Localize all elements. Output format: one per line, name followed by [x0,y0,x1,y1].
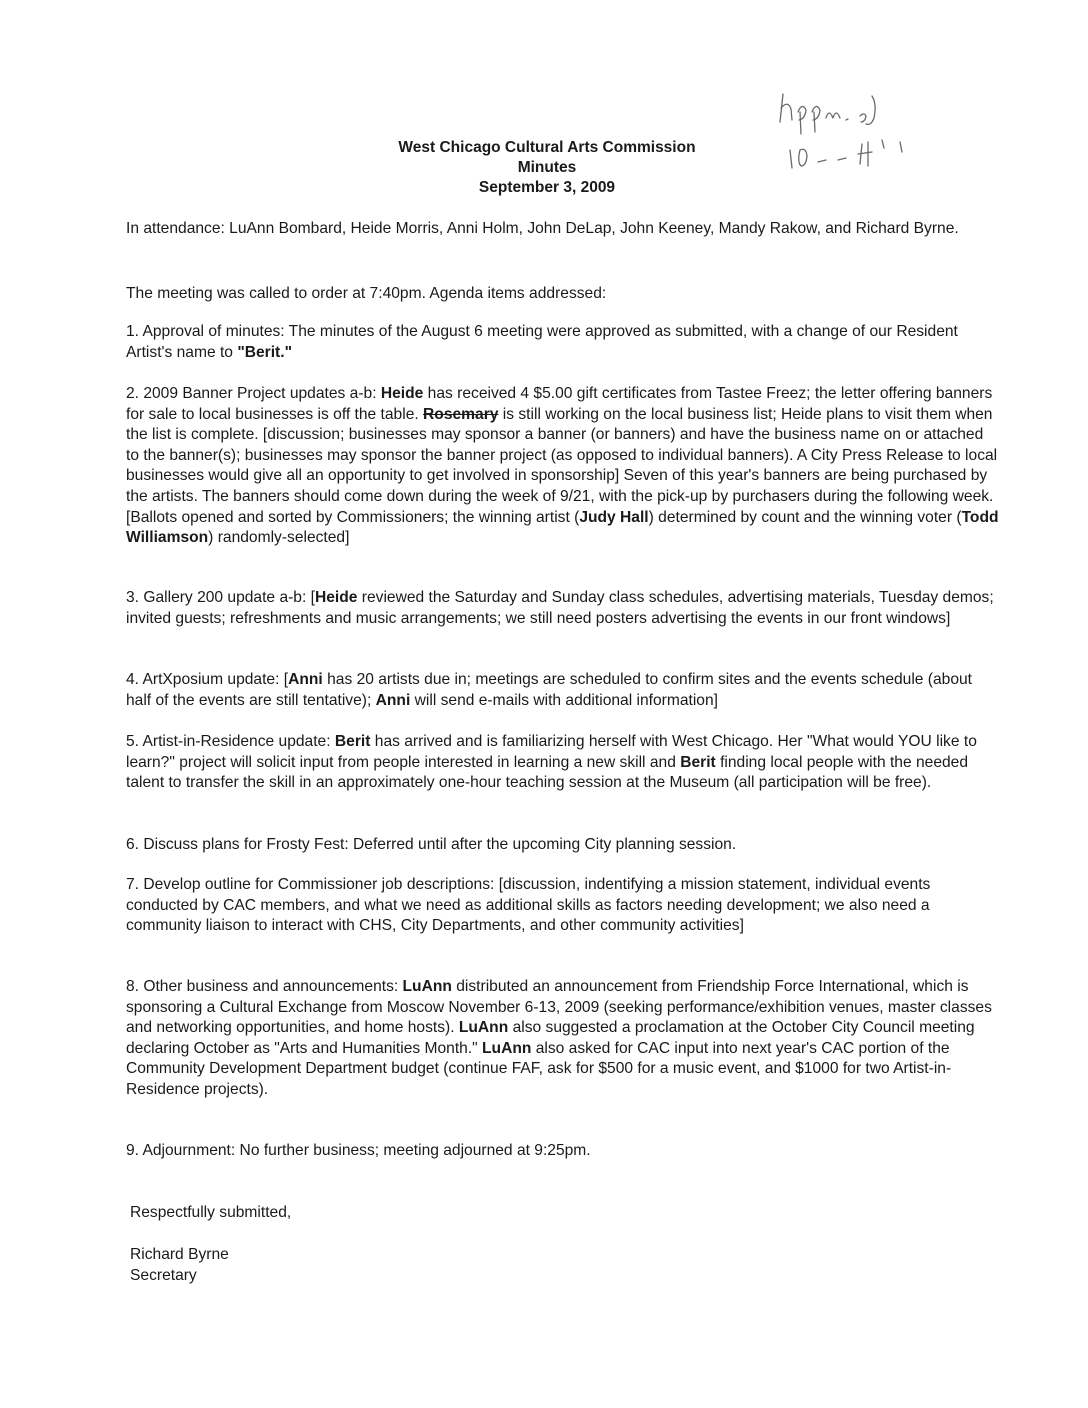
agenda-item-3 [126,588,1000,629]
organization-title: West Chicago Cultural Arts Commission [398,139,696,156]
call-to-order-text: The meeting was called to order at 7:40pm. Agenda items addressed: [126,285,607,302]
signer-title: Secretary [130,1267,197,1284]
document-header [0,138,1088,198]
item-5-name-berit-2: Berit [680,753,716,771]
closing-phrase: Respectfully submitted, [130,1204,292,1221]
item-2-text-c: has received 4 $5.00 gift certificates from Tastee Freez; the letter offering banners for sale to local businesses is off the table. [126,385,993,423]
agenda-item-5 [126,732,1000,794]
attendance-text: In attendance: LuAnn Bombard, Heide Morris, Anni Holm, John DeLap, John Keeney, Mandy Rakow, and Richard Byrne. [126,220,959,237]
item-5-name-berit: Berit [334,733,371,750]
item-4-text-d: will send e-mails with additional information] [410,691,718,709]
item-4-text-a: 4. ArtXposium update: [ [126,671,289,688]
item-8-text-e: also asked for CAC input into next year's CAC portion of the Community Development Department budget (continue FAF, ask for $500 for a music event, and $1000 for two Artist-in-Residence projects). [126,1039,952,1098]
item-3-name-heide: Heide [314,589,358,606]
signer-name: Richard Byrne [130,1246,229,1263]
item-2-text-e: ) determined by count and the winning voter ( [648,508,962,526]
attendance-paragraph [126,219,1000,240]
agenda-item-1 [126,322,1000,363]
item-7-text: 7. Develop outline for Commissioner job descriptions: [discussion, indentifying a mission statement, individual events conducted by CAC members, and what we need as additional skills as factors needing development; we also need a community liaison to interact with CHS, City Departments, and other community activities] [126,876,931,935]
item-5-text-c: has arrived and is familiarizing herself with West Chicago. Her "What would YOU like to learn?" project will solicit input from people interested in learning a new skill and [126,733,977,771]
item-8-name-luann: LuAnn [402,978,452,995]
item-4-name-anni-2: Anni [375,691,411,709]
item-2-name-heide: Heide [380,385,424,402]
item-3-text-a: 3. Gallery 200 update a-b: [ [126,589,315,606]
item-1-name: "Berit." [237,343,292,361]
item-4-text-c: has 20 artists due in; meetings are scheduled to confirm sites and the events schedule (about half of the events are still tentative); [126,671,973,709]
item-2-name-todd-williamson: Todd Williamson [126,508,999,547]
item-1-text: 1. Approval of minutes: The minutes of the August 6 meeting were approved as submitted, with a change of our Resident Artist's name to [126,323,958,361]
agenda-item-4 [126,670,1000,711]
item-8-text-d: also suggested a proclamation at the October City Council meeting declaring October as "Arts and Humanities Month." [126,1019,975,1057]
item-2-name-judy-hall: Judy Hall [579,508,649,526]
item-8-text-c: distributed an announcement from Friendship Force International, which is sponsoring a Cultural Exchange from Moscow November 6-13, 2009 (seeking performance/exhibition venues, master classes and networking opportunities, and home hosts). [126,978,992,1037]
item-3-text-c: reviewed the Saturday and Sunday class schedules, advertising materials, Tuesday demos; invited guests; refreshments and music arrangements; we still need posters advertising the events in our front windows] [126,589,994,627]
item-9-text: 9. Adjournment: No further business; meeting adjourned at 9:25pm. [126,1142,591,1159]
call-to-order-paragraph [126,284,1000,305]
item-8-name-luann-3: LuAnn [482,1039,532,1057]
document-type: Minutes [517,159,577,176]
item-4-name-anni: Anni [288,671,323,688]
item-2-text-f: ) randomly-selected] [208,529,350,547]
agenda-item-6 [126,835,1000,856]
meeting-date: September 3, 2009 [478,179,616,196]
item-8-name-luann-2: LuAnn [458,1019,509,1037]
agenda-item-2 [126,384,1000,549]
item-2-struck-name: Rosemary [423,405,499,423]
item-5-text-d: finding local people with the needed talent to transfer the skill in an approximately one-hour teaching session at the Museum (all participation will be free). [126,753,969,792]
agenda-item-9 [126,1141,1000,1162]
item-6-text: 6. Discuss plans for Frosty Fest: Deferred until after the upcoming City planning session. [126,836,737,853]
agenda-item-7 [126,875,1000,937]
item-5-text-a: 5. Artist-in-Residence update: [126,733,335,750]
item-2-text-a: 2. 2009 Banner Project updates a-b: [126,385,381,402]
item-2-text-d: is still working on the local business list; Heide plans to visit them when the list is complete. [discussion; businesses may sponsor a banner (or banners) and have the business name on or attached to the banner(s); businesses may sponsor the banner project (as opposed to individual banners). A City Press Release to local businesses would give all an opportunity to get involved in sponsorship] Seven of this year's banners are being purchased by the artists. The banners should come down during the week of 9/21, with the pick-up by purchasers during the following week. [Ballots opened and sorted by Commissioners; the winning artist ( [126,405,998,526]
agenda-item-8 [126,977,1000,1101]
item-8-text-a: 8. Other business and announcements: [126,978,403,995]
